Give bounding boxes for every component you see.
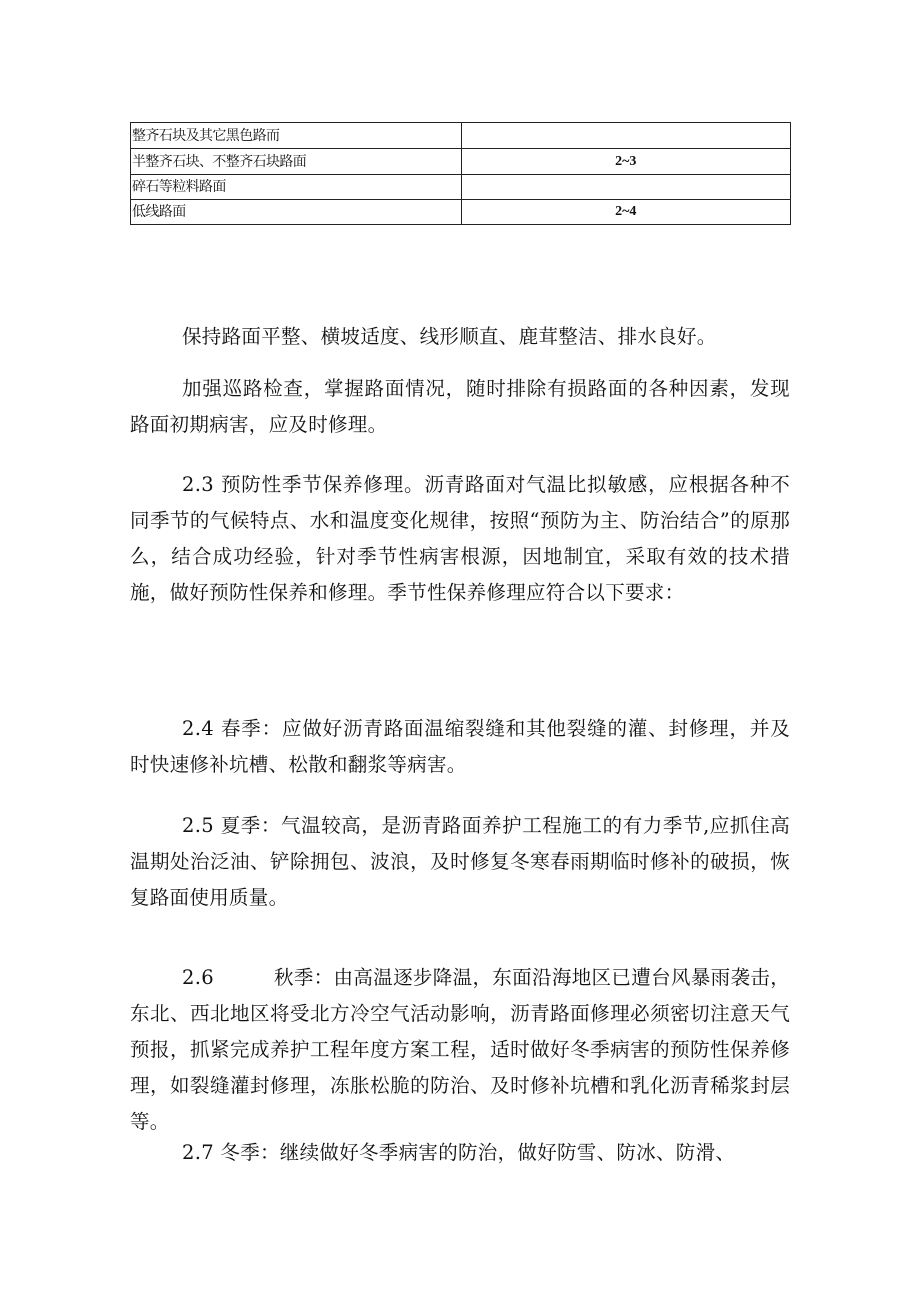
paragraph-2-6-autumn (130, 960, 790, 1140)
paragraph-text: 秋季：由高温逐步降温，东面沿海地区已遭台风暴雨袭击，东北、西北地区将受北方冷空气活动影响，沥青路面修理必须密切注意天气预报，抓紧完成养护工程年度方案工程，适时做好冬季病害的预防性保养修理，如裂缝灌封修理，冻胀松脆的防治、及时修补坑槽和乳化沥青稀浆封层等。 (130, 966, 790, 1133)
table-row (131, 200, 791, 225)
table-cell-label: 半整齐石块、不整齐石块路面 (131, 149, 462, 175)
table-cell-label: 碎石等粒料路面 (131, 175, 462, 200)
paragraph-2-3-seasonal: 2.3 预防性季节保养修理。沥青路面对气温比拟敏感，应根据各种不同季节的气候特点、水和温度变化规律，按照“预防为主、防治结合”的原那么，结合成功经验，针对季节性病害根源，因地制宜，采取有效的技术措施，做好预防性保养和修理。季节性保养修理应符合以下要求： (130, 473, 790, 604)
table-row (131, 149, 791, 175)
paragraph-inspection: 加强巡路检查，掌握路面情况，随时排除有损路面的各种因素，发现路面初期病害，应及时修理。 (130, 377, 790, 436)
table-cell-value (461, 175, 791, 200)
table-cell-label: 低线路面 (131, 200, 462, 225)
table-row (131, 175, 791, 200)
road-surface-table (130, 122, 791, 225)
table-cell-value: 2~4 (461, 200, 791, 225)
section-number: 2.6 (182, 966, 214, 989)
table-cell-value (461, 123, 791, 149)
paragraph-2-4-spring: 2.4 春季：应做好沥青路面温缩裂缝和其他裂缝的灌、封修理，并及时快速修补坑槽、松散和翻浆等病害。 (130, 717, 790, 776)
table-cell-value: 2~3 (461, 149, 791, 175)
table-cell-label: 整齐石块及其它黑色路而 (131, 123, 462, 149)
table-row (131, 123, 791, 149)
paragraph-surface-maintenance: 保持路面平整、横坡适度、线形顺直、鹿茸整洁、排水良好。 (182, 325, 717, 348)
paragraph-2-7-winter: 2.7 冬季：继续做好冬季病害的防治，做好防雪、防冰、防滑、 (182, 1141, 736, 1164)
paragraph-2-5-summer: 2.5 夏季：气温较高，是沥青路面养护工程施工的有力季节,应抓住高温期处治泛油、铲除拥包、波浪，及时修复冬寒春雨期临时修补的破损，恢复路面使用质量。 (130, 814, 790, 909)
